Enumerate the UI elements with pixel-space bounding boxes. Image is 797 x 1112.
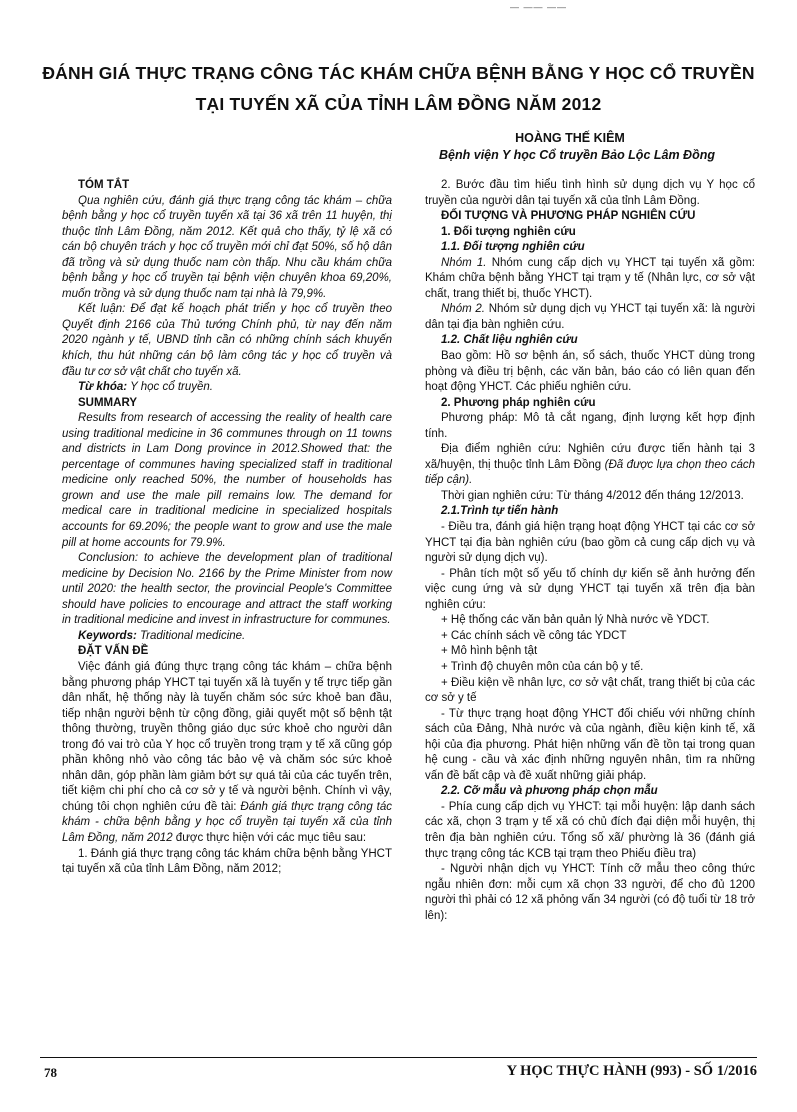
section-2-1-heading: 2.1.Trình tự tiến hành [441,505,559,518]
group-2-text: Nhóm sử dụng dịch vụ YHCT tại tuyến xã: là người dân tại địa bàn nghiên cứu. [425,303,755,331]
sampling-user: - Người nhận dịch vụ YHCT: Tính cỡ mẫu theo công thức ngẫu nhiên đơn: mỗi cụm xã chọn 33 người, để cho đủ 1200 người thì phải có 12 xã phỏng vấn 34 người (có độ tuổi từ 18 trở lên): [425,863,755,922]
time-paragraph: Thời gian nghiên cứu: Từ tháng 4/2012 đến tháng 12/2013. [441,489,744,502]
section-1-1-heading: 1.1. Đối tượng nghiên cứu [441,241,585,254]
introduction-text: Việc đánh giá đúng thực trạng công tác khám – chữa bệnh bằng phương pháp YHCT tại tuyến xã là tuyến y tế trực tiếp gần dân nhất, hệ thống này là tuyến chăm sóc sức khoẻ ban đầu, tiếp nhận người bệnh từ cộng đồng, giải quyết một số bệnh tật thông thường, truyền thông giáo dục sức khoẻ cho người dân trong đó vai trò của Y học cổ truyền trong trạm y tế xã cũng góp phần không nhỏ vào công tác bảo vệ và chăm sóc sức khoẻ nhân dân, góp phần làm giảm bớt sự quá tải của các tuyến trên, tiết kiệm chi phí cho cả cơ sở y tế và người bệnh. Chính vì vậy, chúng tôi chọn nghiên cứu đề tài: [62,660,392,813]
journal-footer: Y HỌC THỰC HÀNH (993) - SỐ 1/2016 [506,1063,757,1079]
article-title [40,58,757,120]
page-number: 78 [44,1065,57,1080]
bullet-3: + Mô hình bệnh tật [441,645,538,658]
section-2-2-heading: 2.2. Cỡ mẫu và phương pháp chọn mẫu [441,785,658,798]
bullet-4: + Trình độ chuyên môn của cán bộ y tế. [441,660,644,673]
section-2-heading: 2. Phương pháp nghiên cứu [441,396,596,409]
footer-divider [40,1057,757,1058]
place-paragraph [425,442,755,489]
introduction-paragraph [62,660,392,847]
step-1: - Điều tra, đánh giá hiện trạng hoạt động YHCT tại các cơ sở YHCT tại địa bàn nghiên cứu (bao gồm cả cung cấp dịch vụ và người sử dụng dịch vụ). [425,521,755,565]
place-italic: (Đã được lựa chọn theo cách tiếp cận). [425,458,755,487]
group-2 [425,302,755,333]
keywords-en [62,629,392,645]
objective-1: 1. Đánh giá thực trạng công tác khám chữa bệnh bằng YHCT tại tuyến xã của tỉnh Lâm Đồng, năm 2012; [62,847,392,876]
keywords-en-value: Traditional medicine. [136,629,246,642]
author-affiliation: Bệnh viện Y học Cổ truyền Bảo Lộc Lâm Đồng [439,148,715,162]
section-1-2-heading: 1.2. Chất liệu nghiên cứu [441,334,578,347]
sampling-provider: - Phía cung cấp dịch vụ YHCT: tại mỗi huyện: lập danh sách các xã, chọn 3 trạm y tế xã có chủ đích đại diện mỗi huyện, thị trên địa bàn nghiên cứu. Tổng số xã/ phường là 36 (đánh giá thực trạng công tác KCB tại trạm theo Phiếu điều tra) [425,800,755,860]
section-1-heading: 1. Đối tượng nghiên cứu [441,225,576,238]
step-2: - Phân tích một số yếu tố chính dự kiến sẽ ảnh hưởng đến việc cung ứng và sử dụng YHCT tại tuyến xã trên địa bàn nghiên cứu: [425,567,755,611]
group-2-label: Nhóm 2. [441,303,485,316]
author-name: HOÀNG THẾ KIÊM [515,131,625,145]
keywords-vi-value: Y học cổ truyền. [127,381,213,394]
group-1 [425,256,755,303]
summary-conclusion: Conclusion: to achieve the development plan of traditional medicine by Decision No. 2166 by the Prime Minister from now until 2020: the health sector, the provincial People's Committee should have policies to encourage and attract the staff working in traditional medicine and invest in infrastructure for communes. [62,552,392,627]
introduction-heading: ĐẶT VẤN ĐỀ [78,645,149,658]
bullet-5: + Điều kiện về nhân lực, cơ sở vật chất, trang thiết bị của các cơ sở y tế [425,676,755,705]
materials-paragraph: Bao gồm: Hồ sơ bệnh án, sổ sách, thuốc YHCT dùng trong phòng và điều trị bệnh, các văn bản, báo cáo có liên quan đến hoạt động YHCT. Các phiếu nghiên cứu. [425,350,755,394]
title-line-2: TẠI TUYẾN XÃ CỦA TỈNH LÂM ĐỒNG NĂM 2012 [195,94,602,114]
bullet-2: + Các chính sách về công tác YDCT [441,629,627,642]
place-text: Địa điểm nghiên cứu: Nghiên cứu được tiến hành tại 3 xã/huyện, thị thuộc tỉnh Lâm Đồng [425,443,755,471]
objective-2: 2. Bước đầu tìm hiểu tình hình sử dụng dịch vụ Y học cổ truyền của người dân tại tuyến xã của tỉnh Lâm Đồng. [425,179,755,207]
summary-heading: SUMMARY [78,396,137,409]
introduction-tail: được thực hiện với các mục tiêu sau: [172,831,367,844]
abstract-paragraph: Qua nghiên cứu, đánh giá thực trạng công tác khám – chữa bệnh bằng y học cổ truyền tuyến xã tại 36 xã trên 11 huyện, thị thuộc tỉnh Lâm Đồng, năm 2012. Kết quả cho thấy, tỷ lệ xã có cán bộ chuyên trách y học cổ truyền mới chỉ đạt 50%, số hộ dân đã trồng và sử dụng thuốc nam còn thấp. Nhu cầu khám chữa bệnh bằng y học cổ truyền tại bệnh viện chuyên khoa 69,20%, muốn trồng và sử dụng thuốc nam tại nhà là 79,9%. [62,194,392,300]
abstract-heading: TÓM TẮT [78,179,130,191]
abstract-conclusion: Kết luận: Để đạt kế hoạch phát triển y học cổ truyền theo Quyết định 2166 của Thủ tướng Chính phủ, từ nay đến năm 2020 ngành y tế, UBND tỉnh cần có những chính sách khuyến khích, thu hút những cán bộ làm công tác y học cổ truyền và đầu tư cơ sở vật chất cho tuyến xã. [62,303,392,378]
keywords-en-label: Keywords: [78,629,137,642]
right-column [425,178,755,924]
group-1-label: Nhóm 1. [441,256,487,269]
methods-heading: ĐỐI TƯỢNG VÀ PHƯƠNG PHÁP NGHIÊN CỨU [441,210,696,223]
top-scan-mark: — —— —— [510,2,568,12]
keywords-vi-label: Từ khóa: [78,381,128,394]
group-1-text: Nhóm cung cấp dịch vụ YHCT tại tuyến xã gồm: Khám chữa bệnh bằng YHCT tại trạm y tế (Nhân lực, cơ sở vật chất, trang thiết bị, thuốc YHCT). [425,256,755,300]
study-title-italic: Đánh giá thực trạng công tác khám - chữa bệnh bằng y học cổ truyền tại tuyến xã của tỉnh Lâm Đồng, năm 2012 [62,800,392,844]
summary-paragraph: Results from research of accessing the reality of health care using traditional medicine in 36 communes through on 11 towns and districts in Lam Dong province in 2012.Showed that: the percentage of communes having specialized staff in traditional medicine only reached 50%, the number of households has grown and use the male pill remains low. The demand for medical care in traditional medicine in specialized hospitals accounts for 69.20%; the people want to grow and use the male pill at home accounts for 79.9%. [62,412,392,549]
step-3: - Từ thực trạng hoạt động YHCT đối chiếu với những chính sách của Đảng, Nhà nước và của ngành, điều kiện kinh tế, xã hội của địa phương. Phát hiện những vấn đề tồn tại trong quan hệ cung - cầu và xác định những nguyên nhân, tìm ra những vấn đề bất cập và đề xuất những giải pháp. [425,707,755,782]
left-column [62,178,392,878]
bullet-1: + Hệ thống các văn bản quản lý Nhà nước về YDCT. [441,614,710,627]
method-paragraph: Phương pháp: Mô tả cắt ngang, định lượng kết hợp định tính. [425,412,755,440]
keywords-vi [62,380,392,396]
title-line-1: ĐÁNH GIÁ THỰC TRẠNG CÔNG TÁC KHÁM CHỮA BỆNH BẰNG Y HỌC CỔ TRUYỀN [42,63,755,83]
